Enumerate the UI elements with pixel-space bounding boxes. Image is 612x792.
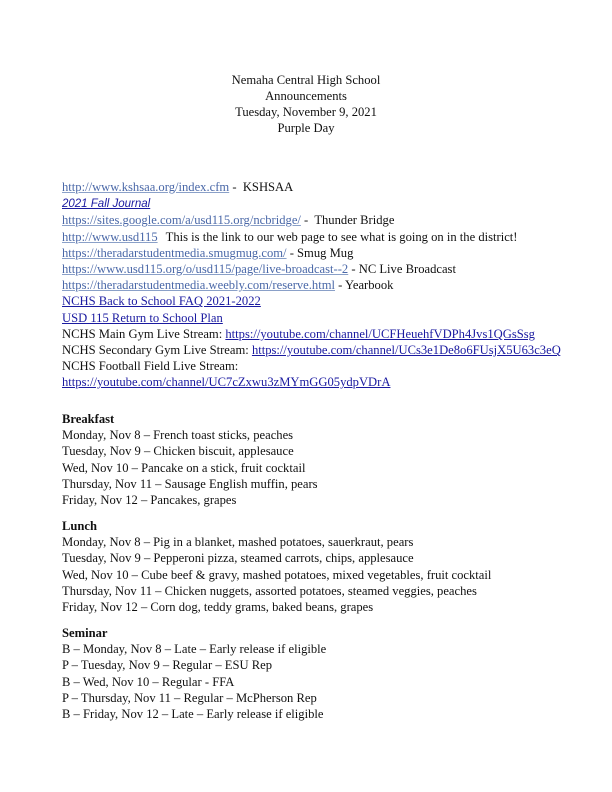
menu-item: Monday, Nov 8 – Pig in a blanket, mashed potatoes, sauerkraut, pears [62, 535, 414, 550]
document-header [0, 72, 612, 136]
seminar-heading: Seminar [62, 626, 108, 640]
link-desc: This is the link to our web page to see what is going on in the district! [165, 229, 518, 244]
link-row [62, 195, 561, 212]
stream-label: NCHS Secondary Gym Live Stream: [62, 343, 252, 358]
stream-row [62, 358, 561, 374]
link-row [62, 310, 561, 326]
seminar-item: B – Monday, Nov 8 – Late – Early release if eligible [62, 642, 327, 657]
seminar-item: B – Wed, Nov 10 – Regular - FFA [62, 674, 235, 689]
link-desc: - KSHSAA [229, 180, 294, 194]
breakfast-section [62, 411, 318, 508]
link-row [62, 261, 561, 277]
smugmug-link[interactable]: https://theradarstudentmedia.smugmug.com/ [62, 245, 287, 260]
stream-row [62, 326, 561, 342]
menu-item: Friday, Nov 12 – Corn dog, teddy grams, baked beans, grapes [62, 600, 374, 615]
stream-row [62, 374, 561, 390]
menu-item: Thursday, Nov 11 – Chicken nuggets, assorted potatoes, steamed veggies, peaches [62, 583, 477, 598]
menu-item: Tuesday, Nov 9 – Chicken biscuit, applesauce [62, 444, 294, 459]
link-row [62, 293, 561, 309]
doc-date: Tuesday, November 9, 2021 [235, 105, 377, 119]
link-row [62, 245, 561, 261]
seminar-item: P – Tuesday, Nov 9 – Regular – ESU Rep [62, 658, 273, 673]
usd115-link[interactable]: http://www.usd115 [62, 229, 158, 244]
stream-row [62, 342, 561, 358]
link-desc: - Thunder Bridge [300, 213, 395, 228]
menu-item: Wed, Nov 10 – Cube beef & gravy, mashed potatoes, mixed vegetables, fruit cocktail [62, 567, 492, 582]
seminar-section [62, 625, 326, 722]
link-row [62, 277, 561, 293]
lunch-heading: Lunch [62, 519, 98, 533]
link-desc: - Yearbook [335, 278, 394, 293]
football-field-stream-link[interactable]: https://youtube.com/channel/UC7cZxwu3zMYmGG05ydpVDrA [62, 375, 391, 390]
stream-label: NCHS Football Field Live Stream: [62, 359, 239, 374]
menu-item: Monday, Nov 8 – French toast sticks, peaches [62, 428, 294, 443]
lunch-section [62, 518, 491, 615]
seminar-item: P – Thursday, Nov 11 – Regular – McPherson Rep [62, 690, 317, 705]
return-to-school-plan-link[interactable]: USD 115 Return to School Plan [62, 310, 223, 325]
fall-journal-link[interactable]: 2021 Fall Journal [62, 198, 151, 211]
school-name: Nemaha Central High School [231, 73, 381, 87]
kshsaa-link[interactable]: http://www.kshsaa.org/index.cfm [62, 180, 230, 194]
yearbook-link[interactable]: https://theradarstudentmedia.weebly.com/reserve.html [62, 278, 336, 293]
menu-item: Tuesday, Nov 9 – Pepperoni pizza, steamed carrots, chips, applesauce [62, 551, 414, 566]
link-row [62, 212, 561, 228]
back-to-school-faq-link[interactable]: NCHS Back to School FAQ 2021-2022 [62, 294, 261, 309]
doc-title: Announcements [265, 89, 347, 103]
seminar-item: B – Friday, Nov 12 – Late – Early release if eligible [62, 707, 324, 722]
menu-item: Wed, Nov 10 – Pancake on a stick, fruit cocktail [62, 460, 306, 475]
link-row [62, 229, 561, 245]
menu-item: Thursday, Nov 11 – Sausage English muffin, pears [62, 476, 318, 491]
link-row [62, 179, 561, 195]
thunder-bridge-link[interactable]: https://sites.google.com/a/usd115.org/ncbridge/ [62, 213, 301, 228]
link-desc: - Smug Mug [286, 245, 354, 260]
day-color: Purple Day [277, 121, 335, 135]
secondary-gym-stream-link[interactable]: https://youtube.com/channel/UCs3e1De8o6FUsjX5U63c3eQ [251, 343, 561, 358]
menu-item: Friday, Nov 12 – Pancakes, grapes [62, 493, 237, 508]
stream-label: NCHS Main Gym Live Stream: [62, 326, 226, 341]
main-gym-stream-link[interactable]: https://youtube.com/channel/UCFHeuehfVDPh4Jvs1QGsSsg [225, 326, 535, 341]
breakfast-heading: Breakfast [62, 412, 115, 426]
link-desc: - NC Live Broadcast [348, 262, 456, 277]
links-section [62, 179, 561, 391]
live-broadcast-link[interactable]: https://www.usd115.org/o/usd115/page/live-broadcast--2 [62, 262, 349, 277]
